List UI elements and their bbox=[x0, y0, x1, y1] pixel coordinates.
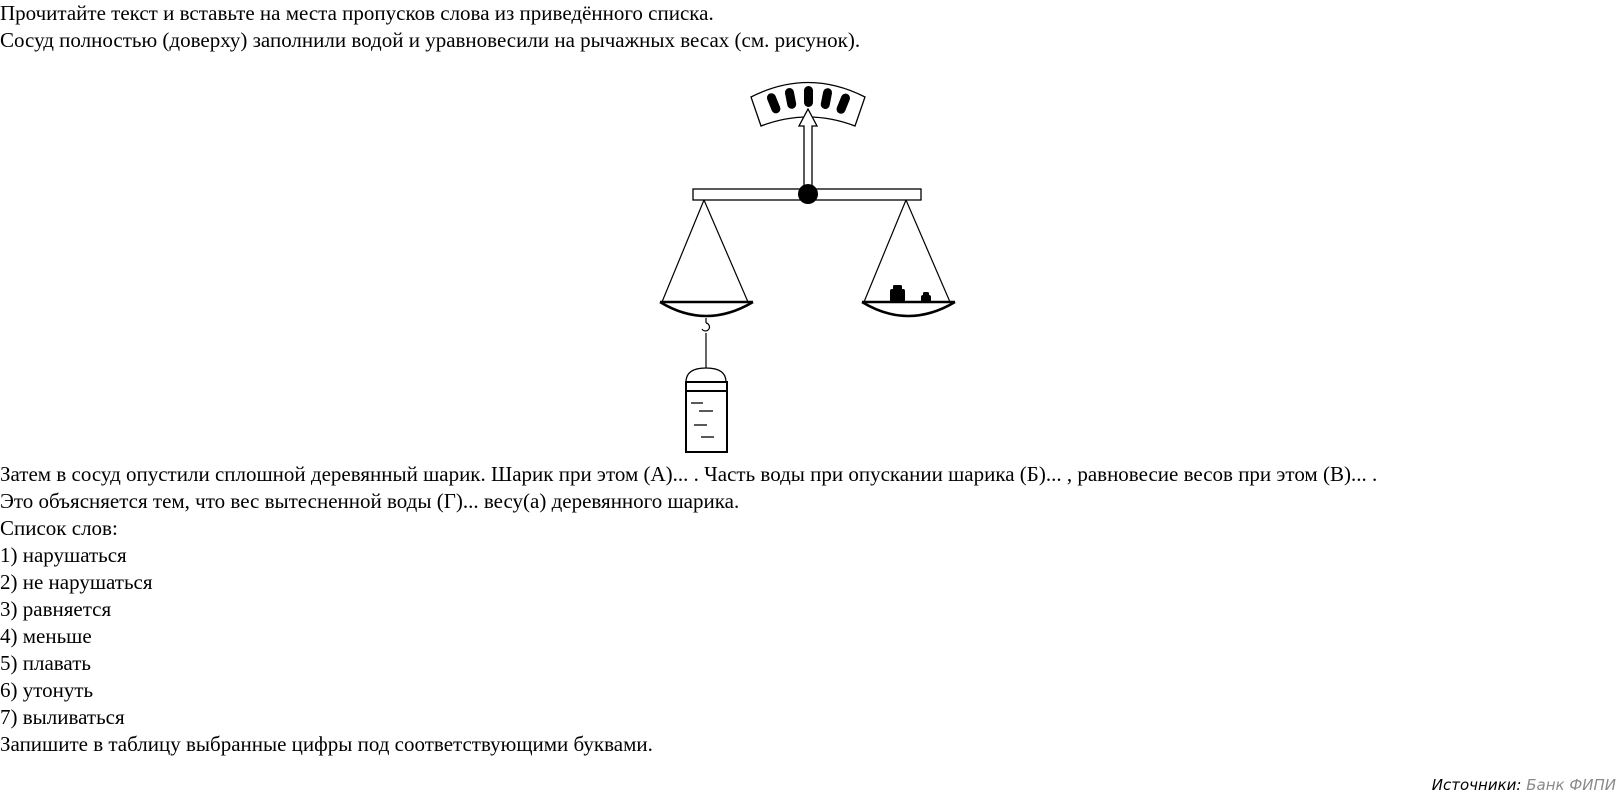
word-option-2: 2) не нарушаться bbox=[0, 570, 153, 594]
instruction-text: Прочитайте текст и вставьте на места пропусков слова из приведённого списка. bbox=[0, 1, 714, 25]
source-link[interactable]: Банк ФИПИ bbox=[1526, 776, 1616, 794]
gap-text-line-2: Это объясняется тем, что вес вытесненной воды (Г)... весу(а) деревянного шарика. bbox=[0, 489, 740, 513]
word-option-5: 5) плавать bbox=[0, 651, 91, 675]
gap-text-line-1: Затем в сосуд опустили сплошной деревянный шарик. Шарик при этом (А)... . Часть воды при опускании шарика (Б)... , равновесие весов при этом (В)... . bbox=[0, 462, 1378, 486]
setup-text: Сосуд полностью (доверху) заполнили водой и уравновесили на рычажных весах (см. рисунок). bbox=[0, 28, 861, 52]
hook-icon bbox=[702, 318, 709, 368]
pointer-arrow-icon bbox=[799, 109, 817, 193]
source-label: Источники: bbox=[1431, 776, 1522, 794]
word-option-6: 6) утонуть bbox=[0, 678, 94, 702]
word-option-7: 7) выливаться bbox=[0, 705, 125, 729]
water-vessel-icon bbox=[686, 368, 727, 452]
beam bbox=[693, 184, 921, 204]
right-pan bbox=[862, 200, 955, 316]
left-pan bbox=[660, 200, 753, 316]
source-attribution bbox=[1432, 776, 1616, 794]
word-option-4: 4) меньше bbox=[0, 624, 92, 648]
word-option-3: 3) равняется bbox=[0, 597, 112, 621]
word-option-1: 1) нарушаться bbox=[0, 543, 127, 567]
word-list-title: Список слов: bbox=[0, 516, 118, 540]
weights-icon bbox=[890, 285, 931, 302]
balance-scale-figure bbox=[655, 78, 975, 456]
answer-prompt: Запишите в таблицу выбранные цифры под соответствующими буквами. bbox=[0, 732, 653, 756]
